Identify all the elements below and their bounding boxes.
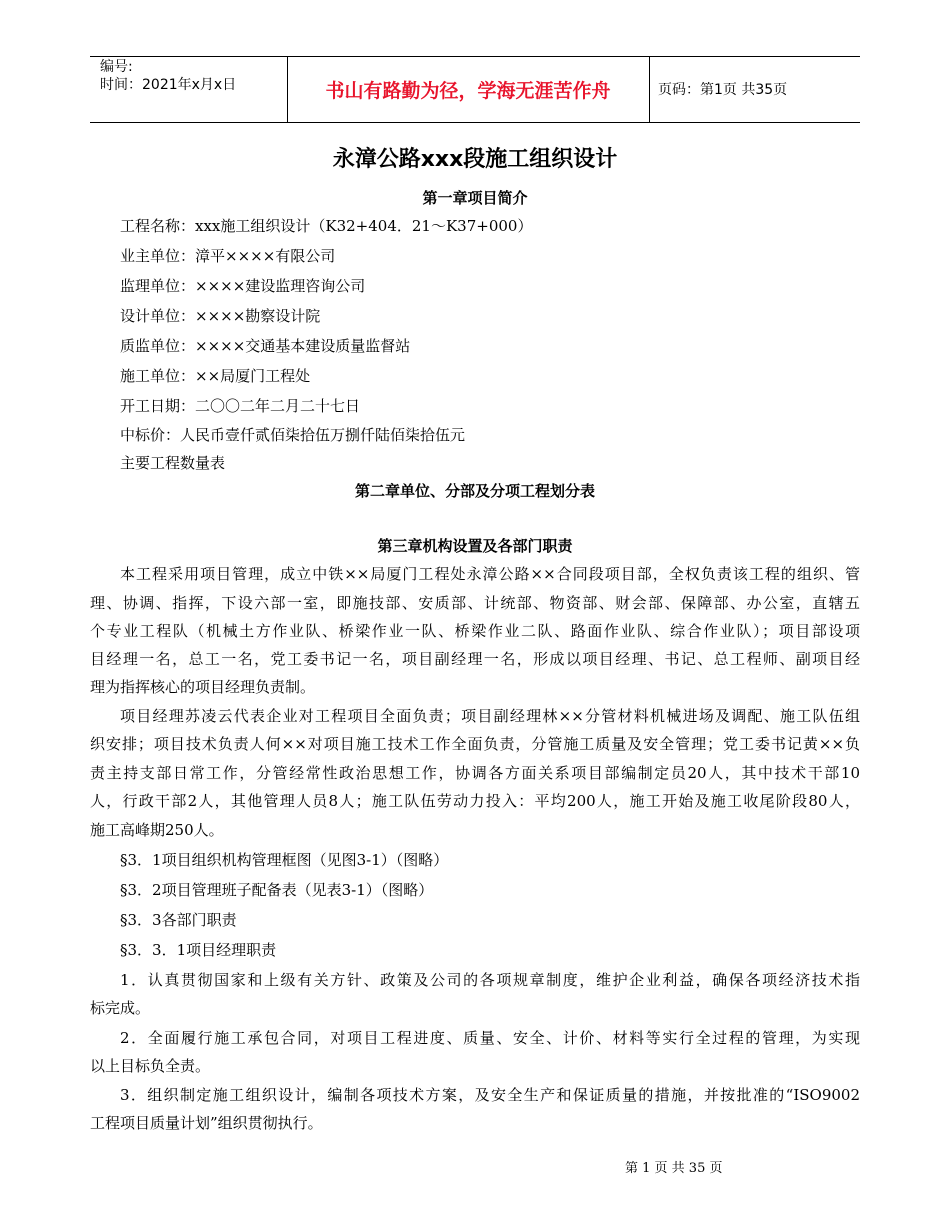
project-name-line: 工程名称：xxx施工组织设计（K32+404．21～K37+000）: [120, 217, 533, 235]
contractor-line: 施工单位：××局厦门工程处: [120, 367, 311, 385]
section-3-3-1: §3．3．1项目经理职责: [120, 941, 277, 959]
item2-line: 2．全面履行施工承包合同，对项目工程进度、质量、安全、计价、材料等实行全过程的管理，为实现: [120, 1029, 860, 1047]
item1-line: 1．认真贯彻国家和上级有关方针、政策及公司的各项规章制度，维护企业利益，确保各项经济技术指: [120, 971, 860, 989]
para1-line: 理为指挥核心的项目经理负责制。: [90, 678, 316, 696]
para2-line: 施工高峰期250人。: [90, 821, 224, 839]
para1-line: 目经理一名，总工一名，党工委书记一名，项目副经理一名，形成以项目经理、书记、总工程师、副项目经: [90, 650, 860, 668]
header-page-info: 页码：第1页 共35页: [658, 82, 788, 98]
page-footer: 第 1 页 共 35 页: [625, 1161, 723, 1176]
para2-line: 织安排；项目技术负责人何××对项目施工技术工作全面负责，分管施工质量及安全管理；党工委书记黄××负: [90, 735, 860, 753]
item1-line: 标完成。: [90, 999, 151, 1017]
item3-line: 工程项目质量计划”组织贯彻执行。: [90, 1114, 323, 1132]
serial-label: 编号:: [100, 59, 133, 75]
para2-line: 项目经理苏凌云代表企业对工程项目全面负责；项目副经理林××分管材料机械进场及调配、施工队伍组: [120, 707, 860, 725]
chapter1-heading: 第一章项目简介: [422, 189, 528, 207]
quantity-table-line: 主要工程数量表: [120, 454, 226, 472]
chapter3-heading: 第三章机构设置及各部门职责: [377, 537, 573, 555]
chapter2-heading: 第二章单位、分部及分项工程划分表: [354, 482, 595, 500]
quality-inspection-line: 质监单位：××××交通基本建设质量监督站: [120, 337, 411, 355]
para1-line: 理、协调、指挥，下设六部一室，即施技部、安质部、计统部、物资部、财会部、保障部、办公室，直辖五: [90, 594, 860, 612]
supervisor-line: 监理单位：××××建设监理咨询公司: [120, 277, 366, 295]
para2-line: 人，行政干部2人，其他管理人员8人；施工队伍劳动力投入：平均200人，施工开始及施工收尾阶段80人，: [90, 792, 860, 810]
section-3-1: §3．1项目组织机构管理框图（见图3-1）（图略）: [120, 851, 449, 869]
bid-price-line: 中标价：人民币壹仟贰佰柒拾伍万捌仟陆佰柒拾伍元: [120, 426, 466, 444]
header-divider-right: [649, 56, 650, 122]
designer-line: 设计单位：××××勘察设计院: [120, 307, 321, 325]
header-bottom-rule: [90, 122, 860, 123]
header-meta: [100, 58, 285, 94]
para2-line: 责主持支部日常工作，分管经常性政治思想工作，协调各方面关系项目部编制定员20人，其中技术干部10: [90, 764, 860, 782]
document-title: 永漳公路xxx段施工组织设计: [332, 147, 618, 172]
para1-line: 个专业工程队（机械土方作业队、桥梁作业一队、桥梁作业二队、路面作业队、综合作业队）；项目部设项: [90, 622, 860, 640]
time-label: 时间：2021年x月x日: [100, 77, 237, 93]
start-date-line: 开工日期：二〇〇二年二月二十七日: [120, 397, 361, 415]
section-3-3: §3．3各部门职责: [120, 911, 237, 929]
header-motto: 书山有路勤为径，学海无涯苦作舟: [325, 79, 611, 102]
owner-line: 业主单位：漳平××××有限公司: [120, 247, 336, 265]
item3-line: 3．组织制定施工组织设计，编制各项技术方案，及安全生产和保证质量的措施，并按批准的“ISO9002: [120, 1086, 860, 1104]
para1-line: 本工程采用项目管理，成立中铁××局厦门工程处永漳公路××合同段项目部，全权负责该工程的组织、管: [120, 565, 860, 583]
section-3-2: §3．2项目管理班子配备表（见表3-1）（图略）: [120, 881, 434, 899]
item2-line: 以上目标负全责。: [90, 1057, 211, 1075]
